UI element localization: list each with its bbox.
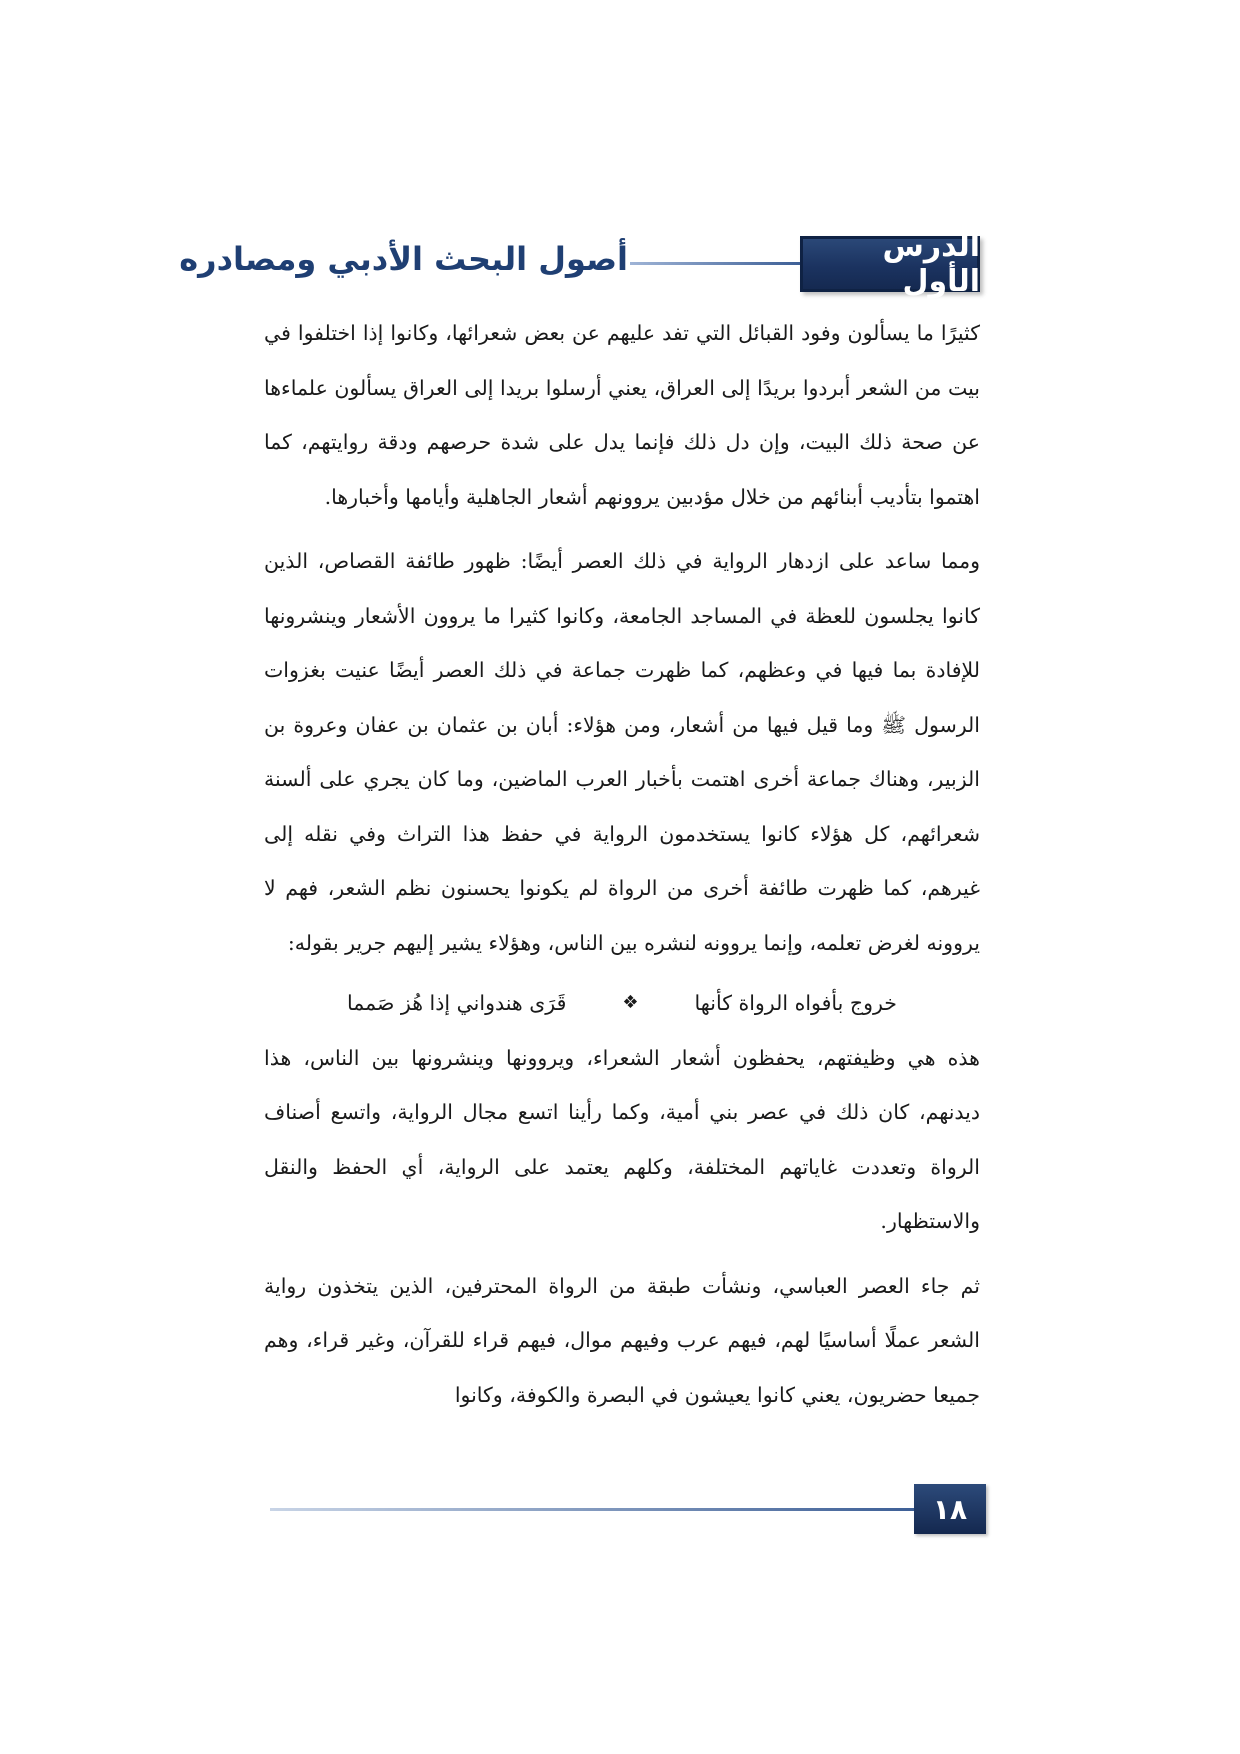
verse-separator-icon: ❖	[622, 992, 639, 1013]
lesson-badge	[800, 229, 980, 299]
body-text	[264, 306, 980, 1432]
page-number: ١٨	[914, 1484, 986, 1534]
lesson-label: الدرس الأول	[882, 229, 980, 299]
book-title: أصول البحث الأدبي ومصادره	[179, 240, 628, 278]
verse-second-hemistich: قَرَى هندواني إذا هُز صَمما	[347, 991, 567, 1015]
poetry-verse	[264, 976, 980, 1031]
paragraph-1: كثيرًا ما يسألون وفود القبائل التي تفد عليهم عن بعض شعرائها، وكانوا إذا اختلفوا في بيت من الشعر أبردوا بريدًا إلى العراق، يعني أرسلوا بريدا إلى العراق يسألون علماءها عن صحة ذلك البيت، وإن دل ذلك فإنما يدل على شدة حرصهم ودقة روايتهم، كما اهتموا بتأديب أبنائهم من خلال مؤدبين يروونهم أشعار الجاهلية وأيامها وأخبارها.	[264, 321, 980, 509]
paragraph-2: ومما ساعد على ازدهار الرواية في ذلك العصر أيضًا: ظهور طائفة القصاص، الذين كانوا يجلسون للعظة في المساجد الجامعة، وكانوا كثيرا ما يروون الأشعار وينشرونها للإفادة بما فيها في وعظهم، كما ظهرت جماعة في ذلك العصر أيضًا عنيت بغزوات الرسول ﷺ وما قيل فيها من أشعار، ومن هؤلاء: أبان بن عثمان بن عفان وعروة بن الزبير، وهناك جماعة أخرى اهتمت بأخبار العرب الماضين، وما كان يجري على ألسنة شعرائهم، كل هؤلاء كانوا يستخدمون الرواية في حفظ هذا التراث وفي نقله إلى غيرهم، كما ظهرت طائفة أخرى من الرواة لم يكونوا يحسنون نظم الشعر، فهم لا يروونه لغرض تعلمه، وإنما يروونه لنشره بين الناس، وهؤلاء يشير إليهم جرير بقوله:	[264, 549, 980, 955]
paragraph-4: ثم جاء العصر العباسي، ونشأت طبقة من الرواة المحترفين، الذين يتخذون رواية الشعر عملًا أساسيًا لهم، فيهم عرب وفيهم موال، فيهم قراء للقرآن، وغير قراء، وهم جميعا حضريون، يعني كانوا يعيشون في البصرة والكوفة، وكانوا	[264, 1273, 980, 1407]
header-divider	[630, 262, 800, 265]
page-footer	[270, 1484, 986, 1534]
footer-divider	[270, 1508, 916, 1511]
verse-first-hemistich: خروج بأفواه الرواة كأنها	[694, 991, 897, 1015]
page-header	[179, 229, 980, 299]
paragraph-3: هذه هي وظيفتهم، يحفظون أشعار الشعراء، ويروونها وينشرونها بين الناس، هذا ديدنهم، كان ذلك في عصر بني أمية، وكما رأينا اتسع مجال الرواية، واتسع أصناف الرواة وتعددت غاياتهم المختلفة، وكلهم يعتمد على الرواية، أي الحفظ والنقل والاستظهار.	[264, 1045, 980, 1233]
